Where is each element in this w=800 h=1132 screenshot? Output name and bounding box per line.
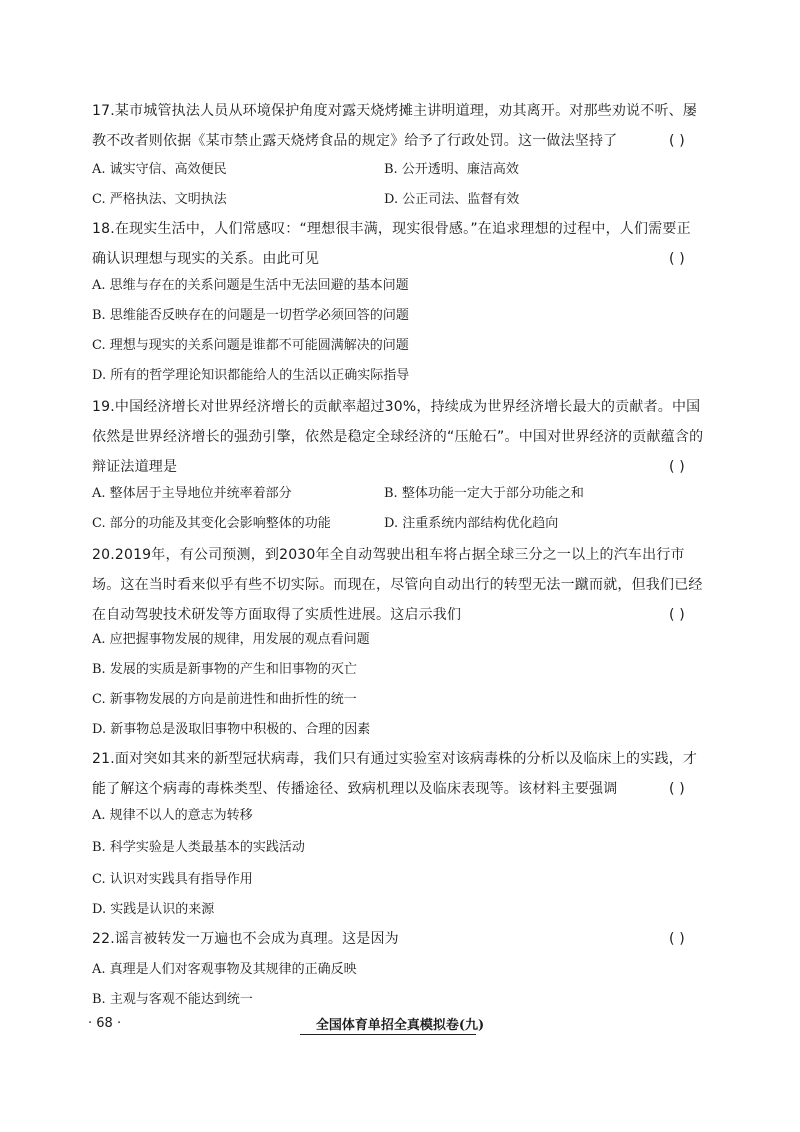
q19-option-a: A. 整体居于主导地位并统率着部分 [92,486,292,501]
question-20-stem: 20.2019年，有公司预测，到2030年全自动驾驶出租车将占据全球三分之一以上的汽车出行市场。这在当时看来似乎有些不切实际。而现在，尽管向自动出行的转型无法一蹴而就，但我们已经在自动驾驶技术研发等方面取得了实质性进展。这启示我们 ( ) [92,540,704,630]
q21-option-d: D. 实践是认识的来源 [92,902,215,917]
q20-option-c: C. 新事物发展的方向是前进性和曲折性的统一 [92,692,357,707]
question-17-stem: 17.某市城管执法人员从环境保护角度对露天烧烤摊主讲明道理，劝其离开。对那些劝说不听、屡教不改者则依据《某市禁止露天烧烤食品的规定》给予了行政处罚。这一做法坚持了 ( ) [92,96,704,156]
answer-bracket: ( ) [669,931,685,947]
question-21-stem: 21.面对突如其来的新型冠状病毒，我们只有通过实验室对该病毒株的分析以及临床上的实践，才能了解这个病毒的毒株类型、传播途径、致病机理以及临床表现等。该材料主要强调 ( ) [92,744,704,804]
question-19-stem: 19.中国经济增长对世界经济增长的贡献率超过30%，持续成为世界经济增长最大的贡献者。中国依然是世界经济增长的强劲引擎，依然是稳定全球经济的“压舱石”。中国对世界经济的贡献蕴含的辩证法道理是 ( ) [92,392,704,482]
q21-option-b: B. 科学实验是人类最基本的实践活动 [92,840,305,855]
q18-option-c: C. 理想与现实的关系问题是谁都不可能圆满解决的问题 [92,338,409,353]
q18-option-d: D. 所有的哲学理论知识都能给人的生活以正确实际指导 [92,368,410,383]
q22-option-b: B. 主观与客观不能达到统一 [92,992,253,1007]
exam-title: 全国体育单招全真模拟卷(九) [315,1018,485,1033]
footer-underline [300,1034,476,1035]
page-number: · 68 · [88,1016,122,1031]
q17-option-b: B. 公开透明、廉洁高效 [384,162,519,177]
answer-bracket: ( ) [669,781,685,797]
q17-option-c: C. 严格执法、文明执法 [92,192,227,207]
q18-option-a: A. 思维与存在的关系问题是生活中无法回避的基本问题 [92,278,409,293]
q21-option-c: C. 认识对实践具有指导作用 [92,872,253,887]
q17-option-d: D. 公正司法、监督有效 [384,192,520,207]
q19-option-c: C. 部分的功能及其变化会影响整体的功能 [92,516,331,531]
q21-option-a: A. 规律不以人的意志为转移 [92,808,253,823]
answer-bracket: ( ) [669,133,685,149]
q20-option-d: D. 新事物总是汲取旧事物中积极的、合理的因素 [92,722,371,737]
answer-bracket: ( ) [669,607,685,623]
question-22-stem: 22.谣言被转发一万遍也不会成为真理。这是因为 ( ) [92,924,704,954]
q20-option-a: A. 应把握事物发展的规律，用发展的观点看问题 [92,632,370,647]
q18-option-b: B. 思维能否反映存在的问题是一切哲学必须回答的问题 [92,308,409,323]
answer-bracket: ( ) [669,251,685,267]
answer-bracket: ( ) [669,459,685,475]
q22-option-a: A. 真理是人们对客观事物及其规律的正确反映 [92,962,357,977]
q20-option-b: B. 发展的实质是新事物的产生和旧事物的灭亡 [92,662,357,677]
q17-option-a: A. 诚实守信、高效便民 [92,162,227,177]
q19-option-b: B. 整体功能一定大于部分功能之和 [384,486,584,501]
q19-option-d: D. 注重系统内部结构优化趋向 [384,516,559,531]
question-18-stem: 18.在现实生活中，人们常感叹：“理想很丰满，现实很骨感。”在追求理想的过程中，人们需要正确认识理想与现实的关系。由此可见 ( ) [92,214,704,274]
